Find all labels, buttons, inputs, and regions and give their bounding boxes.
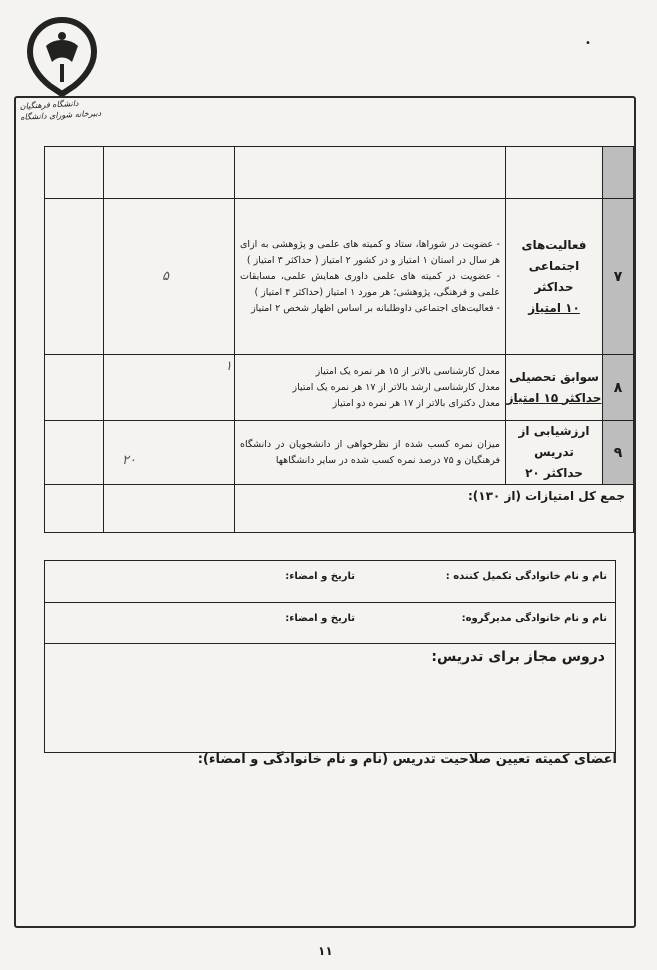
row-number: ۸ [603,355,634,421]
university-logo [24,16,100,96]
total-sign-cell [45,485,104,533]
title-line: اجتماعی [528,258,580,273]
caption-university: دانشگاه فرهنگیان [19,98,79,111]
total-row [45,485,634,533]
caption-secretariat: دبیرخانه شورای دانشگاه [20,108,102,122]
completer-name-label: نام و نام خانوادگی تکمیل کننده : [445,571,607,582]
manager-name-label: نام و نام خانوادگی مدیرگروه: [461,613,607,624]
allowed-courses-label: دروس مجاز برای تدریس: [431,649,605,665]
score-cell [104,147,235,199]
row-title [506,421,603,485]
description-item: معدل دکترای بالاتر از ۱۷ هر نمره دو امتیاز [332,397,500,409]
completer-row [45,561,615,602]
title-line: فعالیت‌های [521,237,587,252]
handwritten-score: ۵ [162,269,169,284]
description-item: - فعالیت‌های اجتماعی داوطلبانه بر اساس اظهار شخص ۲ امتیاز [251,302,500,314]
title-line: ۱۰ امتیاز [528,300,580,315]
table-row [45,199,634,355]
table-row [45,147,634,199]
title-line: حداکثر ۱۵ امتیاز [506,390,602,405]
title-line: حداکثر ۲۰ [525,466,583,480]
row-description [235,147,506,199]
committee-members-label: اعضای کمیته تعیین صلاحیت تدریس (نام و نام خانوادگی و امضاء): [197,752,617,767]
description-item: - عضویت در شوراها، ستاد و کمیته های علمی و پژوهشی به ازای هر سال در استان ۱ امتیاز و در کشور ۲ امتیاز ( حداکثر ۳ امتیاز ) [240,238,500,266]
manager-row [45,602,615,643]
signature-box [44,560,616,644]
row-description [235,199,506,355]
row-title [506,199,603,355]
score-cell [104,421,235,485]
table-row [45,355,634,421]
handwritten-score: ۲۰ [122,453,136,468]
handwritten-score: ۱ [225,359,232,374]
row-number: ۹ [603,421,634,485]
score-cell [104,199,235,355]
score-table [44,146,634,533]
total-score-cell [104,485,235,533]
manager-date-label: تاریخ و امضاء: [285,613,355,624]
total-label: جمع کل امتیازات (از ۱۳۰): [235,485,634,533]
title-line: ارزشیابی از تدریس [518,424,590,459]
sign-cell [45,355,104,421]
description-item: - عضویت در کمیته های علمی داوری همایش علمی، مسابقات علمی و فرهنگی، پژوهشی؛ هر مورد ۱ امتیاز (حداکثر ۴ امتیاز ) [240,270,500,298]
title-line: سوابق تحصیلی [509,369,599,384]
row-title [506,355,603,421]
title-line: حداکثر [534,279,574,294]
table-row [45,421,634,485]
row-number [603,147,634,199]
row-description [235,355,506,421]
score-cell [104,355,235,421]
row-description [235,421,506,485]
description-item: میزان نمره کسب شده از نظرخواهی از دانشجویان در دانشگاه فرهنگیان و ۷۵ درصد نمره کسب شده در سایر دانشگاهها [240,438,500,466]
page-number: ۱۱ [318,944,333,958]
completer-date-label: تاریخ و امضاء: [285,571,355,582]
corner-mark: • [585,38,591,49]
description-item: معدل کارشناسی ارشد بالاتر از ۱۷ هر نمره یک امتیاز [292,381,500,393]
sign-cell [45,199,104,355]
allowed-courses-box [44,643,616,753]
row-title [506,147,603,199]
sign-cell [45,421,104,485]
description-item: معدل کارشناسی بالاتر از ۱۵ هر نمره یک امتیاز [315,365,500,377]
row-number: ۷ [603,199,634,355]
sign-cell [45,147,104,199]
